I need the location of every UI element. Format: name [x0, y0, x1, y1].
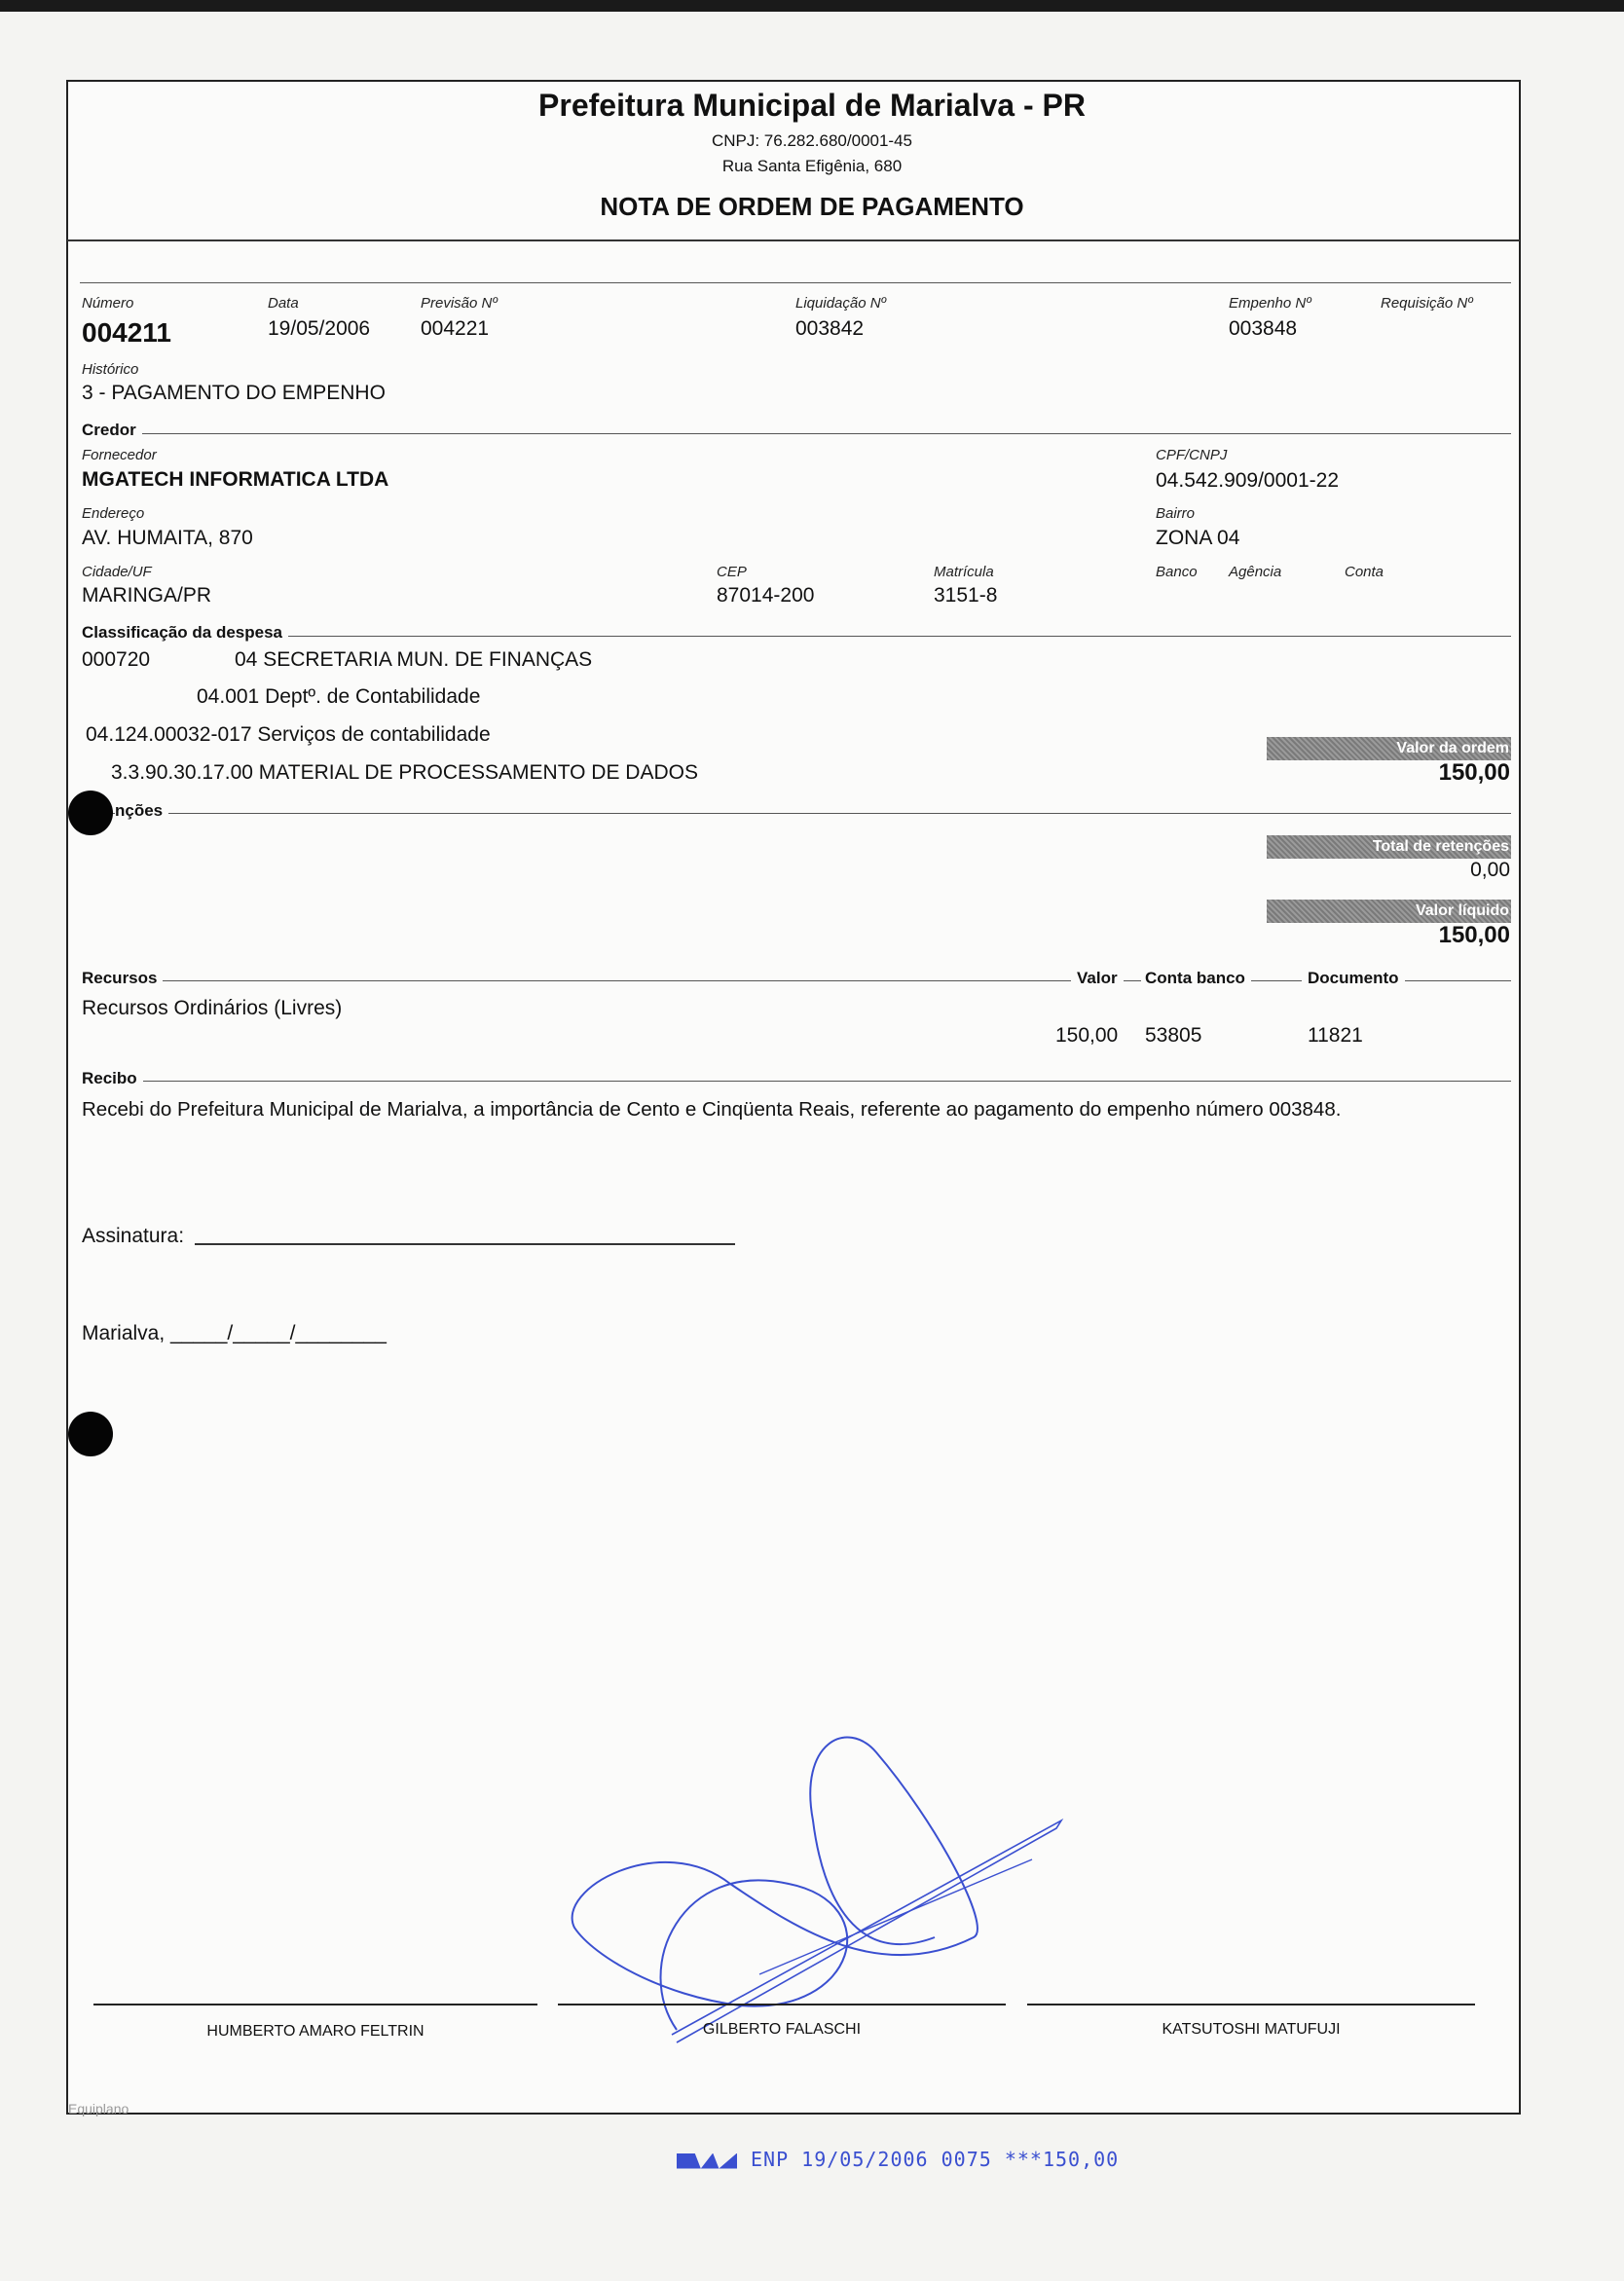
valor-liquido-value: 150,00 [1438, 922, 1510, 948]
data-value: 19/05/2006 [268, 317, 371, 340]
recursos-descricao: Recursos Ordinários (Livres) [82, 997, 343, 1019]
credor-divider [82, 433, 1511, 434]
banco-label: Banco [1156, 564, 1198, 580]
matricula-value: 3151-8 [934, 584, 998, 607]
classificacao-line-3: 04.124.00032-017 Serviços de contabilidade [86, 723, 491, 746]
endereco-value: AV. HUMAITA, 870 [82, 527, 253, 549]
credor-section-title: Credor [82, 421, 142, 440]
stamp-text: ENP 19/05/2006 0075 ***150,00 [751, 2148, 1120, 2171]
mechanical-stamp [677, 2148, 1119, 2171]
cpf-label: CPF/CNPJ [1156, 447, 1228, 463]
classificacao-section-title: Classificação da despesa [82, 623, 288, 643]
classificacao-divider [82, 636, 1511, 637]
classificacao-line-2: 04.001 Deptº. de Contabilidade [197, 685, 481, 708]
numero-label: Número [82, 295, 134, 312]
recursos-valor: 150,00 [1055, 1024, 1119, 1047]
assinatura-label: Assinatura: [82, 1225, 185, 1247]
valor-ordem-value: 150,00 [1438, 759, 1510, 786]
cnpj-text: CNPJ: 76.282.680/0001-45 [711, 131, 913, 150]
bairro-label: Bairro [1156, 505, 1196, 522]
top-divider [80, 282, 1511, 283]
recibo-text: Recebi do Prefeitura Municipal de Marialva, a importância de Cento e Cinqüenta Reais, referente ao pagamento do empenho número 003848. [82, 1098, 1342, 1121]
previsao-label: Previsão Nº [421, 295, 498, 312]
scan-top-edge [0, 0, 1624, 12]
liquidacao-label: Liquidação Nº [795, 295, 887, 312]
recursos-section-title: Recursos [82, 969, 163, 988]
punch-hole [68, 1412, 113, 1456]
cep-value: 87014-200 [717, 584, 815, 607]
fornecedor-value: MGATECH INFORMATICA LTDA [82, 468, 389, 491]
recibo-section-title: Recibo [82, 1069, 143, 1088]
signatory-name: HUMBERTO AMARO FELTRIN [206, 2023, 424, 2040]
recursos-documento-header: Documento [1302, 969, 1405, 988]
historico-label: Histórico [82, 361, 139, 378]
signatory-name: KATSUTOSHI MATUFUJI [1162, 2021, 1341, 2038]
header-divider [67, 239, 1520, 241]
data-label: Data [268, 295, 299, 312]
historico-value: 3 - PAGAMENTO DO EMPENHO [82, 382, 386, 404]
fornecedor-label: Fornecedor [82, 447, 157, 463]
assinatura-line [195, 1243, 735, 1245]
recibo-divider [82, 1081, 1511, 1082]
address-text: Rua Santa Efigênia, 680 [721, 157, 903, 175]
endereco-label: Endereço [82, 505, 145, 522]
valor-liquido-label: Valor líquido [1267, 900, 1511, 923]
classificacao-code: 000720 [82, 648, 151, 671]
stamp-mark-icon [677, 2153, 737, 2169]
classificacao-line-4: 3.3.90.30.17.00 MATERIAL DE PROCESSAMENTO DE DADOS [111, 761, 698, 784]
signature-line [93, 2004, 537, 2005]
cidade-label: Cidade/UF [82, 564, 152, 580]
document-title: NOTA DE ORDEM DE PAGAMENTO [600, 192, 1024, 221]
signature-line [558, 2004, 1006, 2005]
total-retencoes-value: 0,00 [1470, 859, 1510, 881]
cep-label: CEP [717, 564, 747, 580]
liquidacao-value: 003842 [795, 317, 865, 340]
classificacao-line-1: 04 SECRETARIA MUN. DE FINANÇAS [235, 648, 593, 671]
agencia-label: Agência [1229, 564, 1282, 580]
signatory-name: GILBERTO FALASCHI [702, 2021, 862, 2038]
empenho-label: Empenho Nº [1229, 295, 1311, 312]
total-retencoes-label: Total de retenções [1267, 835, 1511, 859]
recursos-conta-banco: 53805 [1145, 1024, 1202, 1047]
empenho-value: 003848 [1229, 317, 1298, 340]
requisicao-label: Requisição Nº [1381, 295, 1473, 312]
page-title: Prefeitura Municipal de Marialva - PR [538, 88, 1086, 123]
punch-hole [68, 791, 113, 835]
cpf-value: 04.542.909/0001-22 [1156, 469, 1340, 492]
bairro-value: ZONA 04 [1156, 527, 1240, 549]
retencoes-divider [82, 813, 1511, 814]
retencoes-section-title: nções [115, 801, 168, 821]
numero-value: 004211 [82, 317, 171, 348]
local-data: Marialva, _____/_____/________ [82, 1322, 387, 1344]
conta-label: Conta [1345, 564, 1384, 580]
valor-ordem-label: Valor da ordem [1267, 737, 1511, 760]
recursos-valor-header: Valor [1071, 969, 1124, 988]
recursos-documento: 11821 [1308, 1024, 1363, 1047]
brand-footer: Equiplano [68, 2101, 129, 2116]
matricula-label: Matrícula [934, 564, 994, 580]
handwritten-signature [565, 1713, 1071, 2064]
cidade-value: MARINGA/PR [82, 584, 212, 607]
previsao-value: 004221 [421, 317, 490, 340]
recursos-conta-banco-header: Conta banco [1141, 969, 1251, 988]
signature-line [1027, 2004, 1475, 2005]
recursos-divider [82, 980, 1511, 981]
